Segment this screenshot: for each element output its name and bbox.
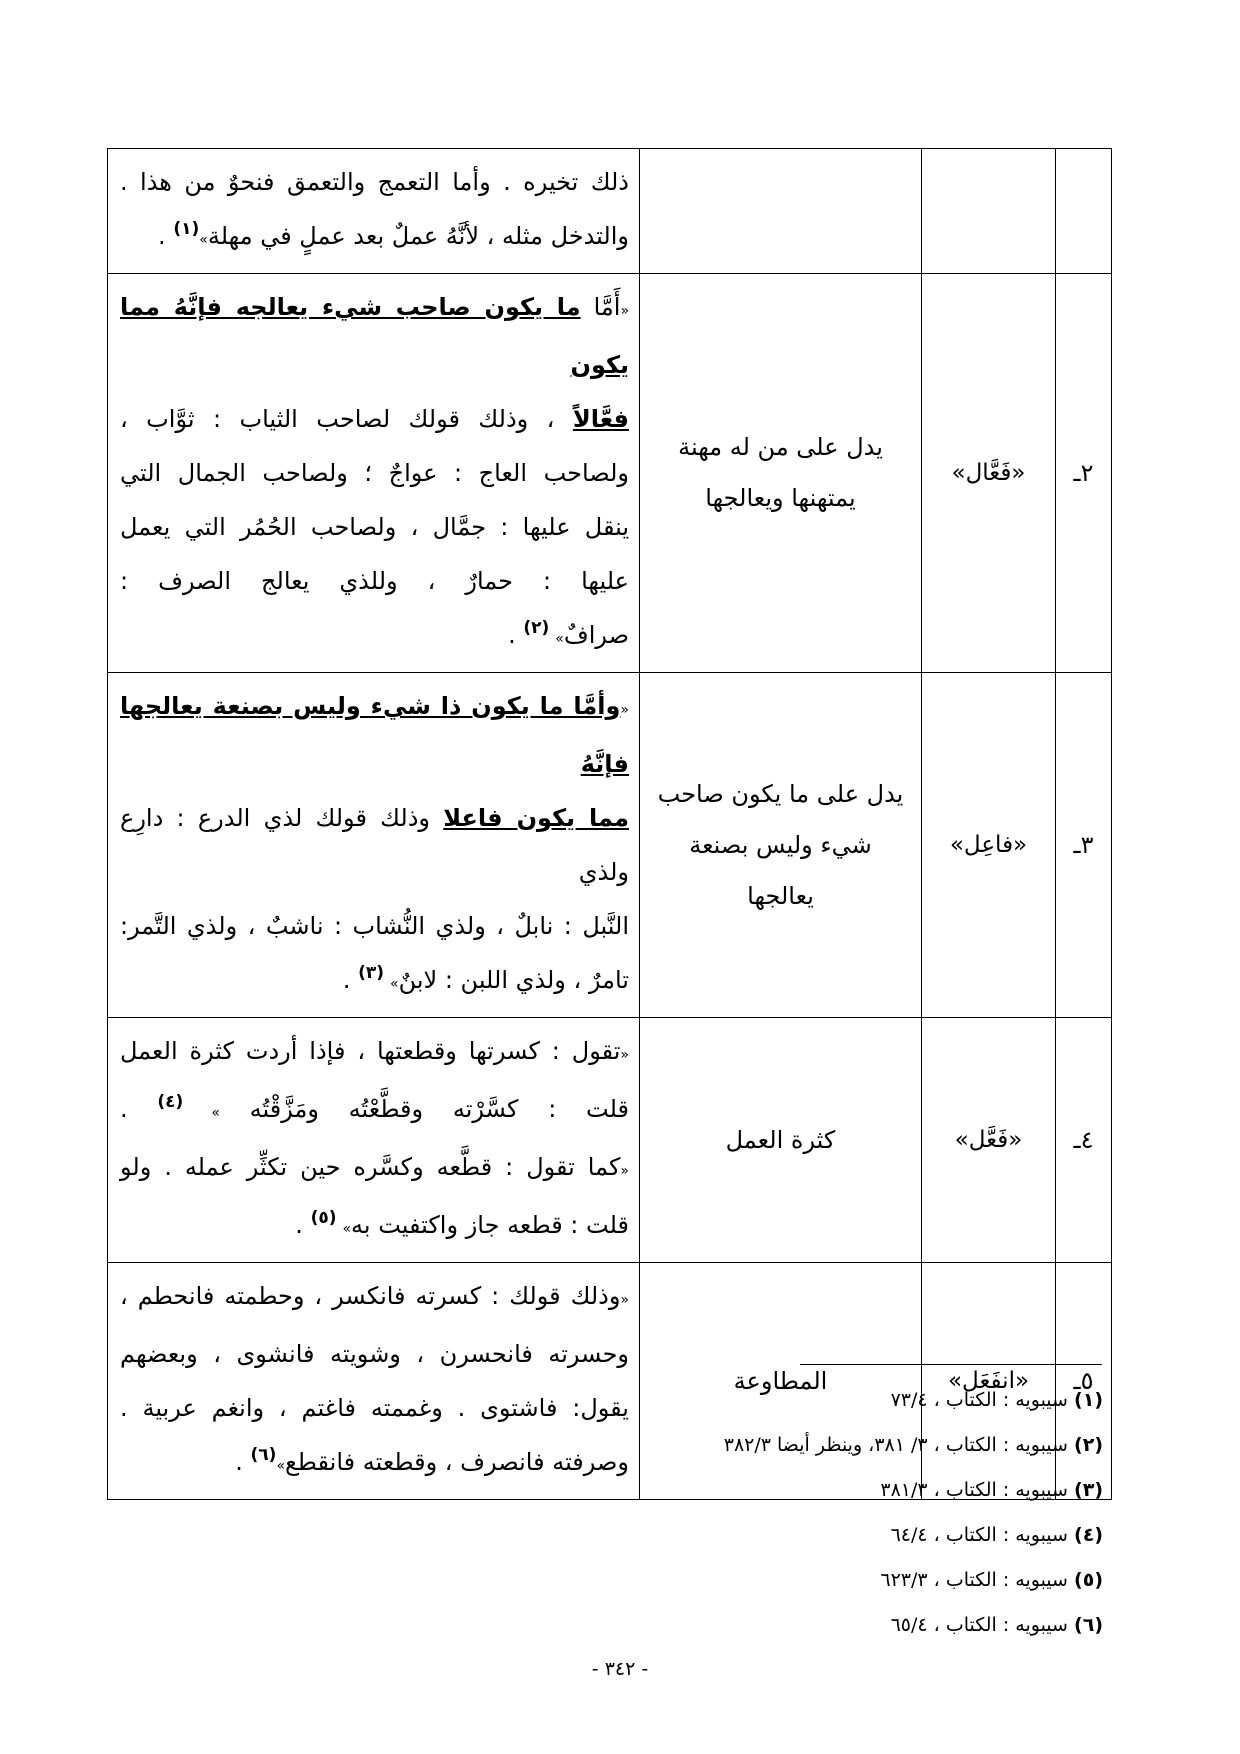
pattern-meaning xyxy=(640,149,922,274)
quotation-mark: « xyxy=(620,1047,629,1063)
emphasized-text: وأمَّا ما يكون ذا شيء وليس بصنعة يعالجها فإنَّهُ xyxy=(120,692,629,778)
footnote xyxy=(383,1425,1103,1470)
emphasized-text: مما يكون فاعلا xyxy=(443,804,629,832)
quote-text: وصرفته فانصرف ، وقطعته فانقطع xyxy=(285,1448,629,1476)
table-body xyxy=(108,149,1112,1500)
footnote-text: سيبويه : الكتاب ، ٦٢٣/٣ xyxy=(880,1569,1075,1591)
quote-line xyxy=(120,500,629,554)
quote-text: وذلك قولك لذي الدرع : دارِع ولذي xyxy=(120,804,629,886)
table-row xyxy=(108,149,1112,274)
emphasized-text: فعَّالاً xyxy=(572,405,629,433)
quote-line xyxy=(120,679,629,791)
morphology-table xyxy=(107,148,1112,1500)
footnote-marker: (٣) xyxy=(1074,1479,1103,1501)
quote-text: كما تقول : قطَّعه وكسَّره حين تكثِّر عمله . ولو xyxy=(120,1153,621,1181)
footnote-ref: (٢) xyxy=(523,618,556,638)
quote-line xyxy=(120,899,629,953)
verb-pattern: «فَعَّل» xyxy=(922,1018,1056,1263)
footnote-ref: (٤) xyxy=(157,1092,212,1112)
quote-line xyxy=(120,791,629,899)
quotation-mark: « xyxy=(620,303,630,319)
quotation-mark: » xyxy=(389,976,399,992)
footnote xyxy=(383,1470,1103,1515)
quote-line xyxy=(120,1327,629,1381)
footnote xyxy=(383,1560,1103,1605)
footnote-text: سيبويه : الكتاب ، ٣/ ٣٨١، وينظر أيضا ٣٨٢/٣ xyxy=(723,1434,1075,1456)
quote-text: النَّبل : نابلٌ ، ولذي النُّشاب : ناشبٌ ، ولذي التَّمر: xyxy=(120,912,629,940)
quote-text: ، وذلك قولك لصاحب الثياب : ثوَّاب ، xyxy=(120,405,573,433)
sibawayh-quote xyxy=(108,149,640,274)
quotation-mark: « xyxy=(620,1163,629,1179)
meaning-line: يدل على من له مهنة xyxy=(678,433,883,461)
row-number: ٥ـ xyxy=(1056,1263,1112,1500)
footnote-marker: (٥) xyxy=(1074,1569,1103,1591)
footnote-separator xyxy=(800,1364,1102,1365)
meaning-line: المطاوعة xyxy=(733,1366,828,1395)
quote-line xyxy=(120,953,629,1011)
quote-text: يقول: فاشتوى . وغممته فاغتم ، وانغم عربية . xyxy=(120,1394,629,1422)
quote-line xyxy=(120,1269,629,1327)
table-row xyxy=(108,274,1112,673)
table-row xyxy=(108,673,1112,1018)
footnote-text: سيبويه : الكتاب ، ٦٤/٤ xyxy=(890,1524,1075,1546)
sibawayh-quote xyxy=(108,1018,640,1263)
quotation-mark: » xyxy=(276,1458,286,1474)
quote-line xyxy=(120,1024,629,1082)
footnote-marker: (٢) xyxy=(1074,1434,1103,1456)
emphasized-text: ما يكون صاحب شيء يعالجه فإنَّهُ مما يكون xyxy=(120,293,629,379)
quote-text: أَمَّا xyxy=(580,293,621,321)
meaning-line: شيء وليس بصنعة xyxy=(689,830,872,859)
footnote-ref: (٣) xyxy=(358,963,390,983)
meaning-line: يدل على ما يكون صاحب xyxy=(657,779,904,808)
quote-text: ولصاحب العاج : عواجٌ ؛ ولصاحب الجمال التي xyxy=(120,459,629,487)
quote-line xyxy=(120,608,629,666)
verb-pattern: «فاعِل» xyxy=(922,673,1056,1018)
verb-pattern xyxy=(922,149,1056,274)
footnote-marker: (٤) xyxy=(1074,1524,1103,1546)
quote-text: . xyxy=(158,222,174,250)
quote-text: عليها : حمارٌ ، وللذي يعالج الصرف : xyxy=(120,567,629,595)
row-number: ٤ـ xyxy=(1056,1018,1112,1263)
footnote xyxy=(383,1380,1103,1425)
quote-text: صرافٌ xyxy=(563,621,629,649)
quote-text: ينقل عليها : جمَّال ، ولصاحب الحُمُر التي يعمل xyxy=(120,513,629,541)
quotation-mark: » xyxy=(555,631,564,647)
quotation-mark: » xyxy=(211,1105,220,1121)
quote-line xyxy=(120,392,629,446)
quote-text: قلت : قطعه جاز واكتفيت به xyxy=(351,1211,629,1239)
sibawayh-quote xyxy=(108,673,640,1018)
quote-line xyxy=(120,1082,629,1140)
quote-text: . xyxy=(295,1211,311,1239)
quote-text: وذلك قولك : كسرته فانكسر ، وحطمته فانحطم ، xyxy=(120,1282,621,1310)
footnotes xyxy=(383,1380,1103,1650)
verb-pattern: «فَعَّال» xyxy=(922,274,1056,673)
quote-text: . xyxy=(508,621,524,649)
meaning-line: كثرة العمل xyxy=(725,1125,836,1154)
quote-text: . xyxy=(342,966,359,994)
quote-line xyxy=(120,155,629,209)
quote-text: والتدخل مثله ، لأنَّهُ عملٌ بعد عملٍ في مهلة xyxy=(207,222,629,250)
row-number: ٢ـ xyxy=(1056,274,1112,673)
row-number: ٣ـ xyxy=(1056,673,1112,1018)
quote-text: . xyxy=(120,1095,158,1123)
quote-line xyxy=(120,280,629,392)
quotation-mark: » xyxy=(342,1221,352,1237)
quotation-mark: » xyxy=(199,232,208,248)
quote-line xyxy=(120,1198,629,1256)
footnote-ref: (١) xyxy=(173,219,200,239)
meaning-line: يعالجها xyxy=(747,881,814,910)
footnote-ref: (٥) xyxy=(310,1208,343,1228)
footnote-marker: (٦) xyxy=(1074,1614,1103,1636)
quote-text: ذلك تخيره . وأما التعمج والتعمق فنحوٌ من هذا . xyxy=(120,168,629,196)
quote-line xyxy=(120,554,629,608)
quote-line xyxy=(120,209,629,267)
footnote-text: سيبويه : الكتاب ، ٧٣/٤ xyxy=(890,1389,1075,1411)
quote-text: وحسرته فانحسرن ، وشويته فانشوى ، وبعضهم xyxy=(120,1340,629,1368)
quote-line xyxy=(120,446,629,500)
quote-text: قلت : كسَّرْته وقطَّعْتُه ومَزَّقْتُه xyxy=(219,1095,629,1123)
row-number xyxy=(1056,149,1112,274)
table-row xyxy=(108,1018,1112,1263)
quote-text: تامرٌ ، ولذي اللبن : لابنٌ xyxy=(398,966,629,994)
quote-text: تقول : كسرتها وقطعتها ، فإذا أردت كثرة العمل xyxy=(120,1037,621,1065)
sibawayh-quote xyxy=(108,274,640,673)
footnote-marker: (١) xyxy=(1074,1389,1103,1411)
quotation-mark: « xyxy=(620,1292,629,1308)
pattern-meaning xyxy=(640,1018,922,1263)
footnote-text: سيبويه : الكتاب ، ٣٨١/٣ xyxy=(880,1479,1075,1501)
verb-pattern: «انفَعَل» xyxy=(922,1263,1056,1500)
pattern-meaning xyxy=(640,274,922,673)
meaning-line: يمتهنها ويعالجها xyxy=(705,484,856,512)
footnote-text: سيبويه : الكتاب ، ٦٥/٤ xyxy=(890,1614,1075,1636)
pattern-meaning xyxy=(640,673,922,1018)
quote-line xyxy=(120,1140,629,1198)
footnote-ref: (٦) xyxy=(250,1445,277,1465)
quotation-mark: « xyxy=(620,702,629,718)
footnote xyxy=(383,1605,1103,1650)
footnote xyxy=(383,1515,1103,1560)
quote-text: . xyxy=(235,1448,251,1476)
page-number: - ٣٤٢ - xyxy=(591,1658,649,1680)
